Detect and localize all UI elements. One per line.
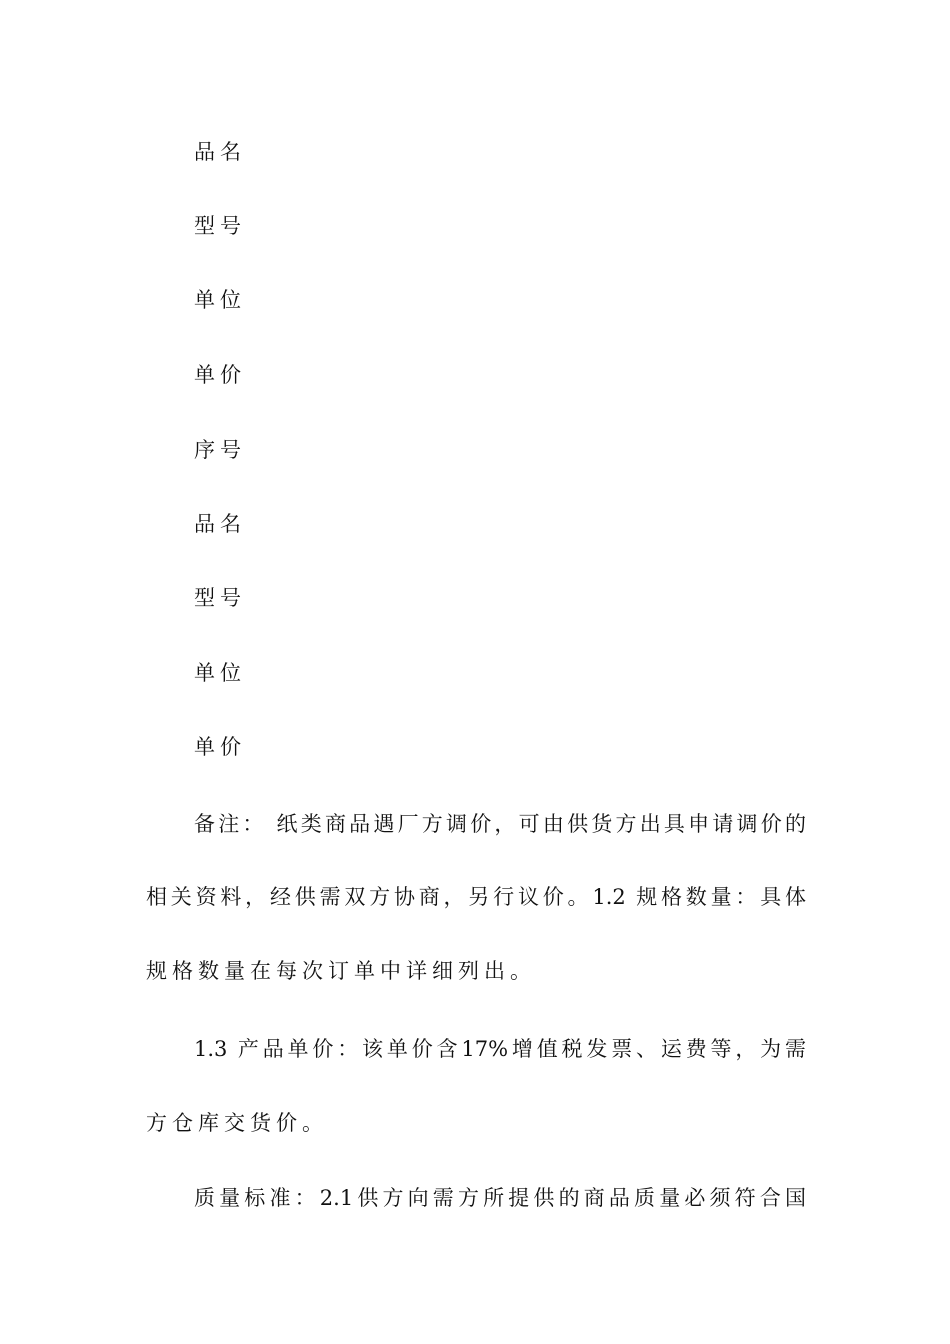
label-unit-price: 单价 [194,363,246,387]
remark-paragraph-line: 相关资料，经供需双方协商，另行议价。1.2 规格数量：具体 [146,885,806,909]
label-unit: 单位 [194,661,246,685]
remark-paragraph-line: 规格数量在每次订单中详细列出。 [146,959,536,983]
label-model: 型号 [194,586,246,610]
price-clause-line: 方仓库交货价。 [146,1111,328,1135]
label-serial-number: 序号 [194,438,246,462]
remark-paragraph-line: 备注： 纸类商品遇厂方调价，可由供货方出具申请调价的 [194,812,806,836]
label-product-name: 品名 [194,140,246,164]
label-model: 型号 [194,214,246,238]
label-product-name: 品名 [194,512,246,536]
label-unit: 单位 [194,288,246,312]
quality-clause-line: 质量标准：2.1供方向需方所提供的商品质量必须符合国 [194,1186,806,1210]
price-clause-line: 1.3 产品单价：该单价含17%增值税发票、运费等，为需 [194,1037,806,1061]
label-unit-price: 单价 [194,735,246,759]
